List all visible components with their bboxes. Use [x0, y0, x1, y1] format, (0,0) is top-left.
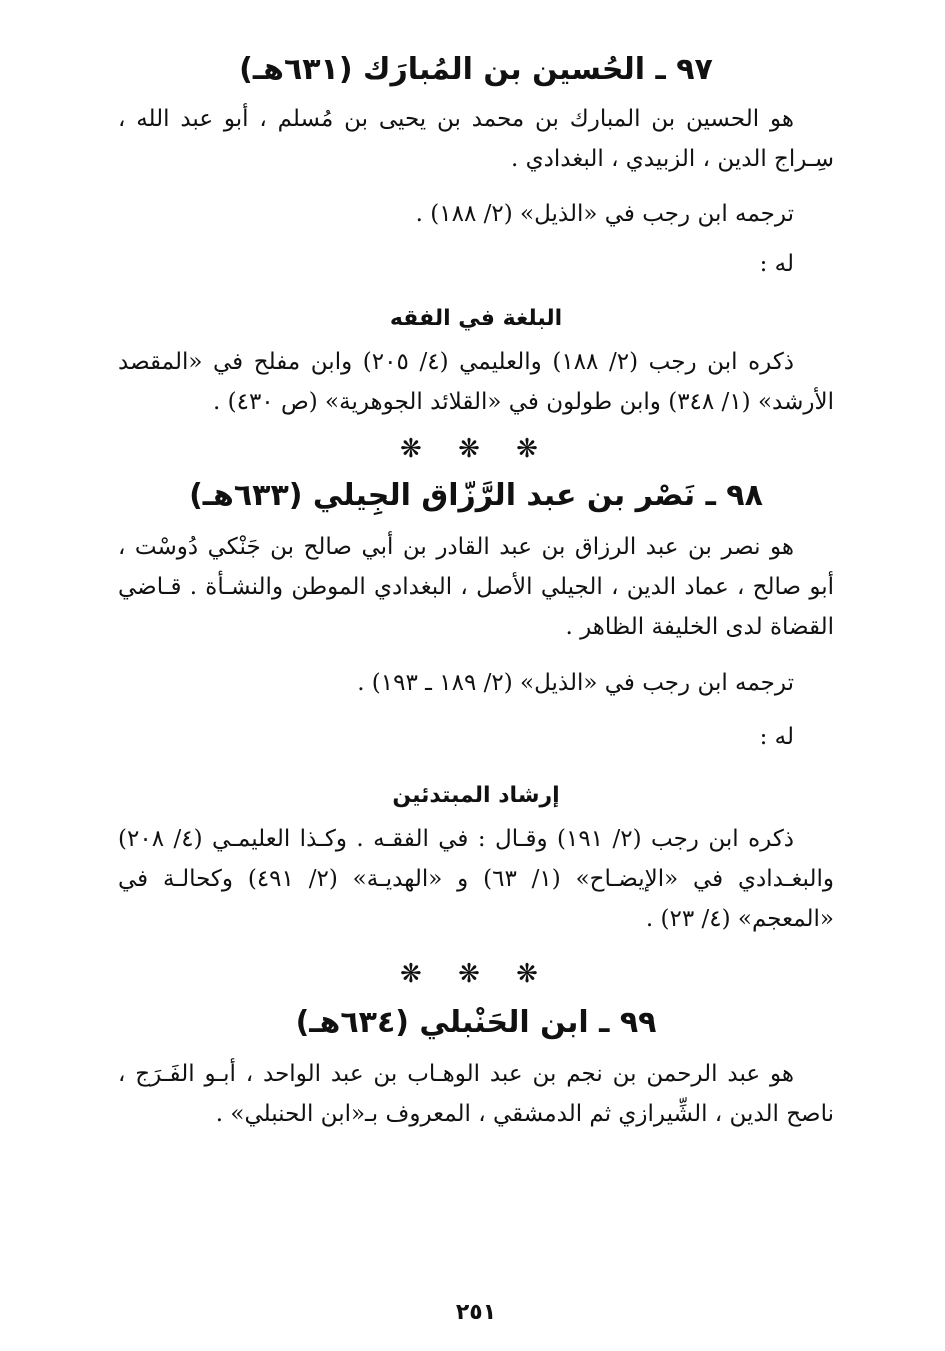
citation-paragraph: ترجمه ابن رجب في «الذيل» (٢/ ١٨٨) . [415, 201, 794, 227]
biography-paragraph: هو الحسين بن المبارك بن محمد بن يحيى بن مُسلم ، أبو عبد الله ، سِـراج الدين ، الزبيدي ، البغدادي . [118, 106, 834, 172]
entry-heading: ٩٨ ـ نَصْر بن عبد الرَّزّاق الجِيلي (٦٣٣هـ) [189, 478, 763, 513]
book-paragraph: ذكره ابن رجب (٢/ ١٨٨) والعليمي (٤/ ٢٠٥) وابن مفلح في «المقصد الأرشد» (١/ ٣٤٨) وابن طولون في «القلائد الجوهرية» (ص ٤٣٠) . [118, 349, 834, 415]
biography-paragraph: هو نصر بن عبد الرزاق بن عبد القادر بن أبي صالح بن جَنْكي دُوسْت ، أبو صالح ، عماد الدين ، الجيلي الأصل ، البغدادي الموطن والنشـأة . قـاضي القضاة لدى الخليفة الظاهر . [118, 534, 834, 640]
book-title: إرشاد المبتدئين [392, 783, 560, 808]
citation-paragraph: ترجمه ابن رجب في «الذيل» (٢/ ١٨٩ ـ ١٩٣) . [357, 670, 794, 696]
biography-paragraph: هو عبد الرحمن بن نجم بن عبد الوهـاب بن عبد الواحد ، أبـو الفَـرَج ، ناصح الدين ، الشِّيرازي ثم الدمشقي ، المعروف بـ«ابن الحنبلي» . [118, 1061, 834, 1127]
book-paragraph: ذكره ابن رجب (٢/ ١٩١) وقـال : في الفقـه . وكـذا العليمـي (٤/ ٢٠٨) والبغـدادي في «الإيضـاح» (١/ ٦٣) و «الهديـة» (٢/ ٤٩١) وكحالـة في «المعجم» (٤/ ٢٣) . [118, 826, 834, 932]
entry-heading: ٩٧ ـ الحُسين بن المُبارَك (٦٣١هـ) [239, 52, 713, 87]
works-label: له : [759, 724, 794, 750]
entry-heading: ٩٩ ـ ابن الحَنْبلي (٦٣٤هـ) [295, 1005, 657, 1040]
page-number: ٢٥١ [455, 1300, 497, 1325]
works-label: له : [759, 251, 794, 277]
section-separator: ❋ ❋ ❋ [400, 959, 552, 989]
section-separator: ❋ ❋ ❋ [400, 434, 552, 464]
book-title: البلغة في الفقه [389, 306, 563, 331]
book-page [118, 38, 834, 1328]
